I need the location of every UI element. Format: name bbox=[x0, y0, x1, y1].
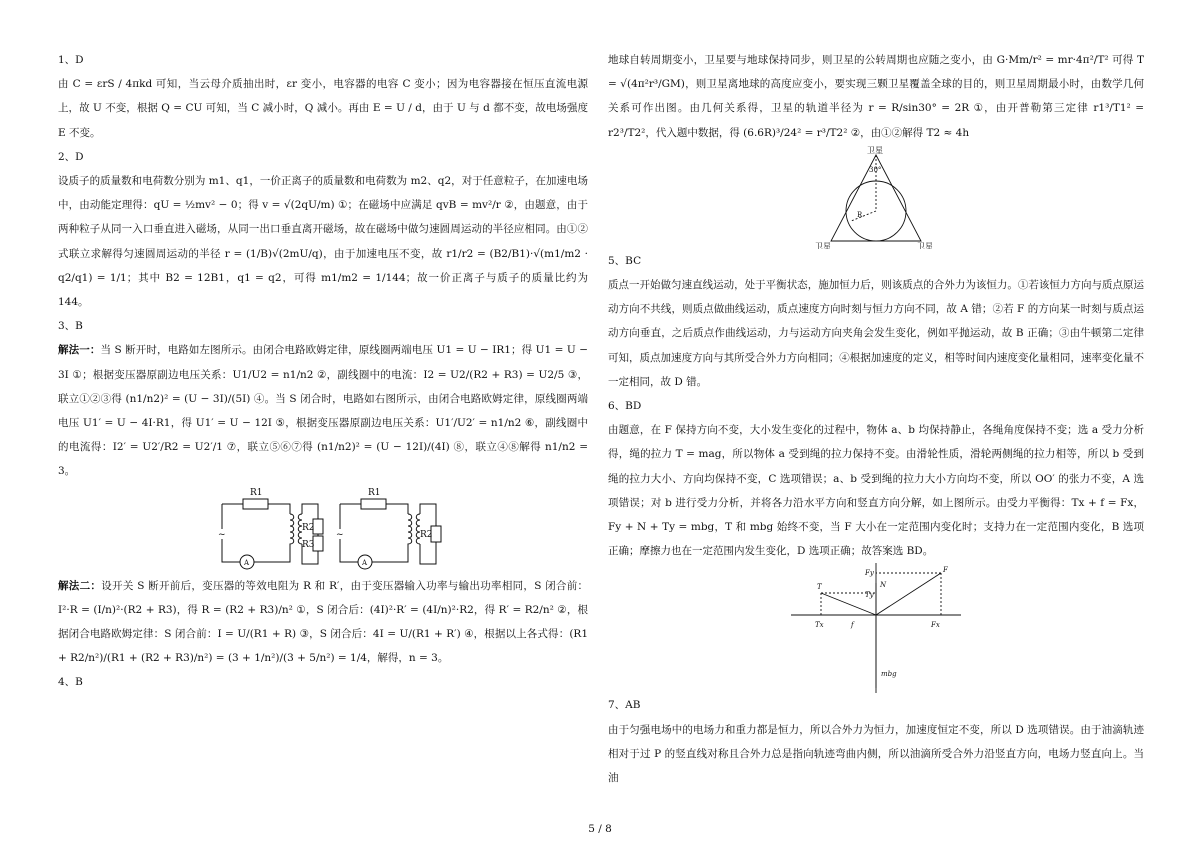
q4-heading: 4、B bbox=[58, 676, 83, 689]
q2-heading: 2、D bbox=[58, 150, 84, 163]
force-label-F: F bbox=[943, 566, 948, 575]
q3-method1 bbox=[58, 338, 588, 483]
sat-label-left: 卫星 bbox=[815, 241, 831, 249]
page-number: 5 / 8 bbox=[588, 823, 612, 835]
circuit-label-r1-left: R1 bbox=[250, 487, 263, 498]
force-label-Tx: Tx bbox=[815, 621, 824, 630]
q6-solution: 由题意，在 F 保持方向不变，大小发生变化的过程中，物体 a、b 均保持静止，各绳角度保持不变；选 a 受力分析得，绳的拉力 T = mag，所以物体 a 受到绳的拉力保持不变。由滑轮性质，滑轮两侧绳的拉力相等，所以 b 受到绳的拉力大小、方向均保持不变，C 选项错误；a、b 受到绳的拉力大小方向均不变，所以 OO′ 的张力不变，A 选项错误；对 b 进行受力分析，并将各力沿水平方向和竖直方向分解，如上图所示。由受力平衡得：Tx + f = Fx，Fy + N + Ty = mbg，T 和 mbg 始终不变，当 F 大小在一定范围内变化时；支持力在一定范围内变化，B 选项正确；摩擦力也在一定范围内发生变化，D 选项正确；故答案选 BD。 bbox=[608, 424, 1144, 558]
q3-method1-text: 当 S 断开时，电路如左图所示。由闭合电路欧姆定律，原线圈两端电压 U1 = U − IR1；得 U1 = U − 3I ①；根据变压器原副边电压关系：U1/U2 = n1/n2 ②，副线圈中的电流：I2 = U2/(R2 + R3) = U2/5 ③，联立①②③得 (n1/n2)² = (U − 3I)/(5I) ④。当 S 闭合时，电路如右图所示，由闭合电路欧姆定律，原线圈两端电压 U1′ = U − 4I·R1，得 U1′ = U − 12I ⑤，根据变压器原副边电压关系：U1′/U2′ = n1/n2 ⑥，副线圈中的电流得：I2′ = U2′/R2 = U2′/1 ⑦，联立⑤⑥⑦得 (n1/n2)² = (U − 12I)/(4I) ⑧，联立④⑧解得 n1/n2 = 3。 bbox=[58, 344, 589, 478]
left-column bbox=[58, 48, 588, 695]
force-diagram bbox=[791, 563, 961, 693]
ammeter-label-right: A bbox=[362, 558, 368, 567]
force-label-f: f bbox=[851, 621, 854, 630]
q3-method2-text: 设开关 S 断开前后，变压器的等效电阻为 R 和 R′，由于变压器输入功率与输出功率相同，S 闭合前：I²·R = (I/n)²·(R2 + R3)，得 R = (R2 + R3)/n² ①，S 闭合后：(4I)²·R′ = (4I/n)²·R2，得 R′ = R2/n² ②，根据闭合电路欧姆定律：S 闭合前：I = U/(R1 + R) ③，S 闭合后：4I = U/(R1 + R′) ④，根据以上各式得：(R1 + R2/n²)/(R1 + (R2 + R3)/n²) = (3 + 1/n²)/(3 + 5/n²) = 1/4，解得，n = 3。 bbox=[58, 579, 588, 665]
q5-solution: 质点一开始做匀速直线运动，处于平衡状态，施加恒力后，则该质点的合外力为该恒力。①若该恒力方向与质点原运动方向不共线，则质点做曲线运动，质点速度方向时刻与恒力方向不同，故 A 错；②若 F 的方向某一时刻与质点运动方向垂直，之后质点作曲线运动，力与运动方向夹角会发生变化，例如平抛运动，故 B 正确；③由牛顿第二定律可知，质点加速度方向与其所受合外力方向相同；④根据加速度的定义，相等时间内速度变化量相同，速率变化量不一定相同，故 D 错。 bbox=[608, 279, 1144, 388]
q1-heading: 1、D bbox=[58, 54, 84, 66]
force-label-T: T bbox=[817, 583, 822, 592]
ac-source-symbol-left: ~ bbox=[218, 529, 226, 540]
q3-method2 bbox=[58, 574, 588, 671]
q1-solution: 由 C = εrS / 4πkd 可知，当云母介质抽出时，εr 变小，电容器的电容 C 变小；因为电容器接在恒压直流电源上，故 U 不变，根据 Q = CU 可知，当 C 减小时，Q 减小。再由 E = U / d，由于 U 与 d 都不变，故电场强度 E 不变。 bbox=[58, 78, 588, 139]
q3-heading: 3、B bbox=[58, 320, 83, 333]
sat-label-right: 卫星 bbox=[917, 241, 933, 249]
q3-method1-label: 解法一： bbox=[58, 344, 101, 357]
circuit-label-r2-right: R2 bbox=[420, 529, 433, 540]
transformer-circuit-diagram bbox=[198, 484, 448, 574]
ammeter-label-left: A bbox=[244, 558, 250, 567]
q3-method2-label: 解法二： bbox=[58, 579, 102, 592]
satellite-geometry-diagram bbox=[811, 145, 941, 249]
circuit-label-r1-right: R1 bbox=[368, 487, 381, 498]
q6-heading: 6、BD bbox=[608, 400, 642, 413]
q2-solution: 设质子的质量数和电荷数分别为 m1、q1，一价正离子的质量数和电荷数为 m2、q2，对于任意粒子，在加速电场中，由动能定理得：qU = ½mv² − 0；得 v = √(2qU/m) ①；在磁场中应满足 qvB = mv²/r ②，由题意，由于两种粒子从同一入口垂直进入磁场，从同一出口垂直离开磁场，故在磁场中做匀速圆周运动的半径应相同。由①②式联立求解得匀速圆周运动的半径 r = (1/B)√(2mU/q)，由于加速电压不变，故 r1/r2 = (B2/B1)·√(m1/m2 · q2/q1) = 1/1；其中 B2 = 12B1，q1 = q2，可得 m1/m2 = 1/144；故一价正离子与质子的质量比约为 144。 bbox=[58, 175, 588, 309]
q7-heading: 7、AB bbox=[608, 699, 641, 712]
force-label-Fx: Fx bbox=[931, 621, 940, 630]
circuit-label-r2-left: R2 bbox=[302, 522, 315, 533]
sat-radius-label: R bbox=[857, 210, 863, 219]
ac-source-symbol-right: ~ bbox=[336, 529, 344, 540]
sat-label-top: 卫星 bbox=[867, 145, 883, 155]
force-label-Fy: Fy bbox=[865, 569, 874, 578]
force-label-Ty: Ty bbox=[865, 591, 874, 600]
right-column bbox=[608, 48, 1144, 790]
force-label-mbg: mbg bbox=[881, 670, 897, 679]
q7-solution: 由于匀强电场中的电场力和重力都是恒力，所以合外力为恒力，加速度恒定不变，所以 D 选项错误。由于油滴轨迹相对于过 P 的竖直线对称且合外力总是指向轨迹弯曲内侧，所以油滴所受合外力沿竖直方向，电场力竖直向上。当油 bbox=[608, 723, 1144, 785]
sat-angle-label: 30° bbox=[869, 165, 882, 174]
q5-heading: 5、BC bbox=[608, 254, 642, 267]
force-label-N: N bbox=[880, 581, 887, 590]
circuit-label-r3-left: R3 bbox=[302, 539, 315, 550]
q4-solution: 地球自转周期变小，卫星要与地球保持同步，则卫星的公转周期也应随之变小，由 G·Mm/r² = mr·4π²/T² 可得 T = √(4π²r³/GM)，则卫星离地球的高度应变小，要实现三颗卫星覆盖全球的目的，则卫星周期最小时，由数学几何关系可作出图。由几何关系得，卫星的轨道半径为 r = R/sin30° = 2R ①，由开普勒第三定律 r1³/T1² = r2³/T2²，代入题中数据，得 (6.6R)³/24² = r³/T2² ②，由①②解得 T2 ≈ 4h bbox=[608, 54, 1144, 139]
